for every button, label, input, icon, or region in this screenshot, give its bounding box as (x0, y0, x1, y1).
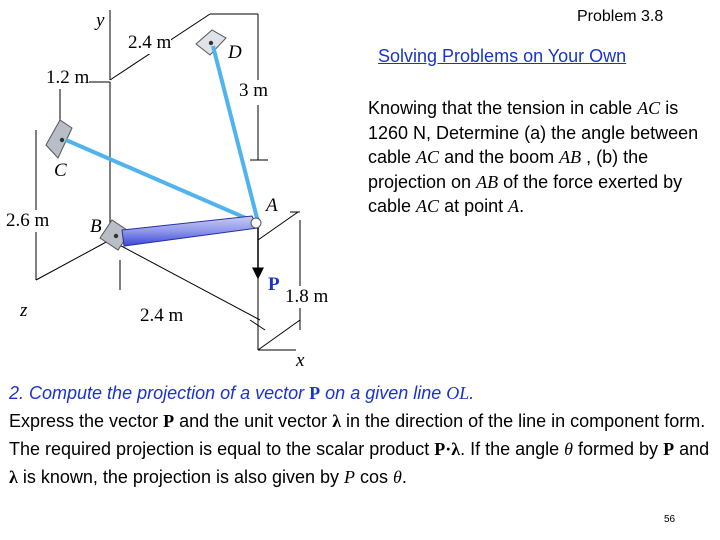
axis-z-label: z (20, 300, 28, 321)
method-text: 2. Compute the projection of a vector P on a given line OL. Express the vector P and the unit vector λ in the direction of the line in component form. The required projection is equal to the scalar product P·λ. If the angle θ formed by P and λ is known, the projection is also given by P cos θ. (9, 383, 710, 487)
cable-ac (66, 140, 255, 222)
anchor-d (196, 30, 226, 55)
dim-1-2: 1.2 m (46, 67, 90, 88)
problem-statement: Knowing that the tension in cable AC is 1260 N, Determine (a) the angle between cable AC and the boom AB , (b) the projection on AB of the force exerted by cable AC at point A. (368, 98, 699, 216)
cable-ad (213, 46, 258, 222)
axis-x-label: x (296, 350, 305, 371)
force-p-label: P (268, 274, 280, 295)
dim-1-8: 1.8 m (285, 286, 329, 307)
dim-2-4-bottom: 2.4 m (140, 305, 184, 326)
dim-2-6: 2.6 m (6, 210, 50, 231)
section-subtitle[interactable]: Solving Problems on Your Own (378, 46, 627, 66)
dim-3: 3 m (239, 80, 269, 101)
dimension-lines (36, 10, 300, 350)
point-a-label: A (266, 195, 278, 216)
point-d-label: D (228, 42, 242, 63)
point-c-label: C (54, 160, 67, 181)
joint-a (251, 218, 261, 228)
page-number: 56 (664, 514, 676, 525)
problem-label: Problem 3.8 (577, 8, 664, 25)
boom-ab (122, 216, 258, 246)
dim-2-4-top: 2.4 m (128, 32, 172, 53)
axis-y-label: y (96, 10, 105, 31)
point-b-label: B (90, 216, 102, 237)
